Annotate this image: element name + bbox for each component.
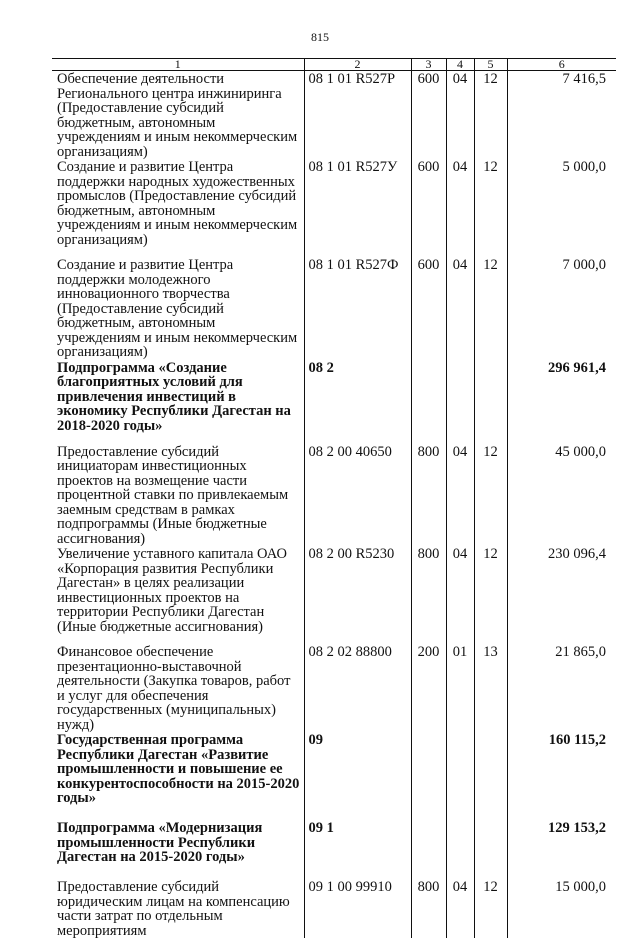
expense-type xyxy=(411,820,446,879)
subsection xyxy=(474,820,507,879)
amount: 5 000,0 xyxy=(507,159,616,257)
amount: 21 865,0 xyxy=(507,644,616,732)
section xyxy=(446,360,474,444)
section: 04 xyxy=(446,546,474,644)
expense-type xyxy=(411,732,446,820)
section xyxy=(446,732,474,820)
item-name: Предоставление субсидий юридическим лицам на компенсацию части затрат по отдельным мероприятиям xyxy=(57,879,290,939)
table-row xyxy=(52,360,616,444)
section: 01 xyxy=(446,644,474,732)
table-row xyxy=(52,644,616,732)
item-code: 08 2 02 88800 xyxy=(304,644,411,732)
subsection: 12 xyxy=(474,546,507,644)
expense-type: 600 xyxy=(411,71,446,160)
amount: 230 096,4 xyxy=(507,546,616,644)
table-row xyxy=(52,257,616,360)
amount: 45 000,0 xyxy=(507,444,616,547)
item-name: Предоставление субсидий инициаторам инвестиционных проектов на возмещение части процентной ставки по привлекаемым заемным средствам в рамках подпрограммы (Иные бюджетные ассигнования) xyxy=(57,443,289,547)
item-name: Создание и развитие Центра поддержки молодежного инновационного творчества (Предоставление субсидий бюджетным, автономным учреждениям и иным некоммерческим организациям) xyxy=(57,257,298,360)
item-name: Подпрограмма «Создание благоприятных условий для привлечения инвестиций в экономику Республики Дагестан на 2018-2020 годы» xyxy=(57,359,291,434)
table-row xyxy=(52,546,616,644)
subsection: 12 xyxy=(474,71,507,160)
subsection: 12 xyxy=(474,159,507,257)
item-code: 08 1 01 R527Ф xyxy=(304,257,411,360)
header-col-4: 4 xyxy=(446,59,474,71)
table-row xyxy=(52,732,616,820)
expense-type: 600 xyxy=(411,257,446,360)
item-code: 09 xyxy=(304,732,411,820)
table-row xyxy=(52,879,616,938)
header-col-3: 3 xyxy=(411,59,446,71)
amount: 160 115,2 xyxy=(507,732,616,820)
amount: 296 961,4 xyxy=(507,360,616,444)
table-row xyxy=(52,159,616,257)
item-name: Финансовое обеспечение презентационно-выставочной деятельности (Закупка товаров, работ и услуг для обеспечения государственных (муниципальных) нужд) xyxy=(57,644,291,733)
amount: 7 000,0 xyxy=(507,257,616,360)
item-code: 08 2 xyxy=(304,360,411,444)
item-code: 08 1 01 R527У xyxy=(304,159,411,257)
expense-type: 600 xyxy=(411,159,446,257)
subsection: 12 xyxy=(474,879,507,938)
item-name: Подпрограмма «Модернизация промышленности Республики Дагестан на 2015-2020 годы» xyxy=(57,820,263,865)
section: 04 xyxy=(446,879,474,938)
header-col-5: 5 xyxy=(474,59,507,71)
item-code: 08 2 00 R5230 xyxy=(304,546,411,644)
expense-type: 200 xyxy=(411,644,446,732)
header-row xyxy=(52,59,616,71)
table-row xyxy=(52,444,616,547)
item-code: 09 1 xyxy=(304,820,411,879)
header-col-1: 1 xyxy=(52,59,304,71)
subsection xyxy=(474,360,507,444)
amount: 129 153,2 xyxy=(507,820,616,879)
amount: 7 416,5 xyxy=(507,71,616,160)
section: 04 xyxy=(446,71,474,160)
subsection: 12 xyxy=(474,257,507,360)
subsection xyxy=(474,732,507,820)
section: 04 xyxy=(446,159,474,257)
table-row xyxy=(52,71,616,160)
section: 04 xyxy=(446,257,474,360)
item-name: Обеспечение деятельности Регионального центра инжиниринга (Предоставление субсидий бюджетным, автономным учреждениям и иным некоммерческим организациям) xyxy=(57,71,298,160)
header-col-6: 6 xyxy=(507,59,616,71)
budget-table xyxy=(52,58,616,938)
page-number: 815 xyxy=(311,30,329,44)
item-code: 08 1 01 R527P xyxy=(304,71,411,160)
item-code: 09 1 00 99910 xyxy=(304,879,411,938)
section: 04 xyxy=(446,444,474,547)
subsection: 13 xyxy=(474,644,507,732)
item-code: 08 2 00 40650 xyxy=(304,444,411,547)
expense-type: 800 xyxy=(411,546,446,644)
amount: 15 000,0 xyxy=(507,879,616,938)
expense-type: 800 xyxy=(411,444,446,547)
header-col-2: 2 xyxy=(304,59,411,71)
expense-type: 800 xyxy=(411,879,446,938)
subsection: 12 xyxy=(474,444,507,547)
item-name: Государственная программа Республики Дагестан «Развитие промышленности и повышение ее конкурентоспособности на 2015-2020 годы» xyxy=(57,732,300,806)
expense-type xyxy=(411,360,446,444)
table-row xyxy=(52,820,616,879)
section xyxy=(446,820,474,879)
item-name: Создание и развитие Центра поддержки народных художественных промыслов (Предоставление субсидий бюджетным, автономным учреждениям и иным некоммерческим организациям) xyxy=(57,159,298,248)
item-name: Увеличение уставного капитала ОАО «Корпорация развития Республики Дагестан» в целях реализации инвестиционных проектов на территории Республики Дагестан (Иные бюджетные ассигнования) xyxy=(57,546,288,635)
